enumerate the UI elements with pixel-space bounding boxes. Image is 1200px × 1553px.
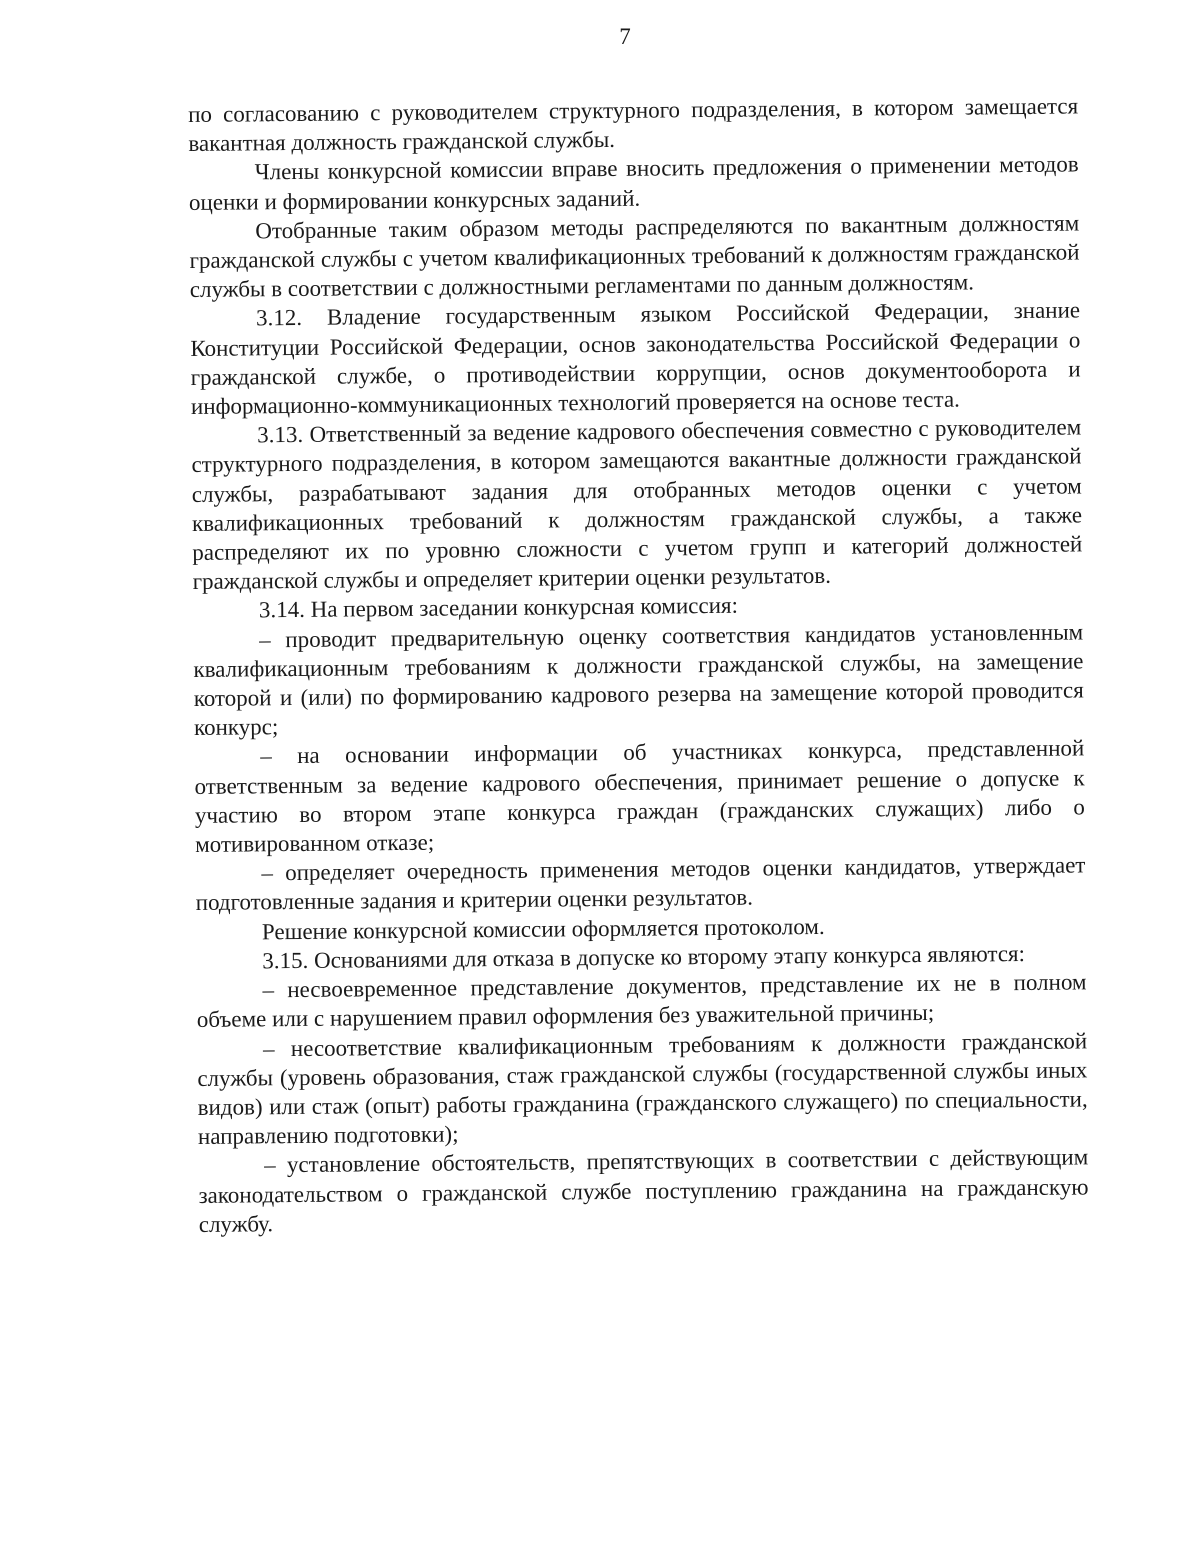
clause-3-15: 3.15. Основаниями для отказа в допуске ко второму этапу конкурса являются: [262,940,1026,974]
list-item: – несоответствие квалификационным требованиям к должности гражданской службы (уровень образования, стаж гражданской службы (государственной службы иных видов) или стаж (опыт) работы гражданина (гражданского служащего) по специальности, направлению подготовки); [197,1027,1088,1150]
paragraph: Отобранные таким образом методы распределяются по вакантным должностям гражданской службы с учетом квалификационных требований к должностям гражданской службы в соответствии с должностными регламентами по данным должностям. [189,210,1080,303]
page-number: 7 [619,24,631,49]
clause-3-14: 3.14. На первом заседании конкурсная комиссия: [258,593,739,623]
paragraph-continuation: по согласованию с руководителем структурного подразделения, в котором замещается вакантная должность гражданской службы. [188,93,1079,157]
list-item: – на основании информации об участниках конкурса, представленной ответственным за ведение кадрового обеспечения, принимает решение о допуске к участию во втором этапе конкурса граждан (гражданских служащих) либо о мотивированном отказе; [194,735,1085,858]
document-body [188,91,1089,1238]
list-item: – определяет очередность применения методов оценки кандидатов, утверждает подготовленные задания и критерии оценки результатов. [195,852,1086,916]
clause-3-12: 3.12. Владение государственным языком Российской Федерации, знание Конституции Российской Федерации, основ законодательства Российской Федерации о гражданской службе, о противодействии коррупции, основ документооборота и информационно-коммуникационных технологий проверяется на основе теста. [190,297,1081,420]
list-item: – установление обстоятельств, препятствующих в соответствии с действующим законодательством о гражданской службе поступлению гражданина на гражданскую службу. [198,1144,1089,1237]
list-item: – несвоевременное представление документов, представление их не в полном объеме или с нарушением правил оформления без уважительной причины; [196,969,1087,1033]
clause-3-13: 3.13. Ответственный за ведение кадрового обеспечения совместно с руководителем структурного подразделения, в котором замещаются вакантные должности гражданской службы, разрабатывают задания для отобранных методов оценки с учетом квалификационных требований к должностям гражданской службы, а также распределяют их по уровню сложности с учетом групп и категорий должностей гражданской службы и определяет критерии оценки результатов. [191,414,1083,595]
paragraph: Решение конкурсной комиссии оформляется протоколом. [261,913,825,945]
list-item: – проводит предварительную оценку соответствия кандидатов установленным квалификационным требованиям к должности гражданской службы, на замещение которой и (или) по формированию кадрового резерва на замещение которой проводится конкурс; [193,619,1084,741]
paragraph: Члены конкурсной комиссии вправе вносить предложения о применении методов оценки и формировании конкурсных заданий. [188,151,1079,215]
